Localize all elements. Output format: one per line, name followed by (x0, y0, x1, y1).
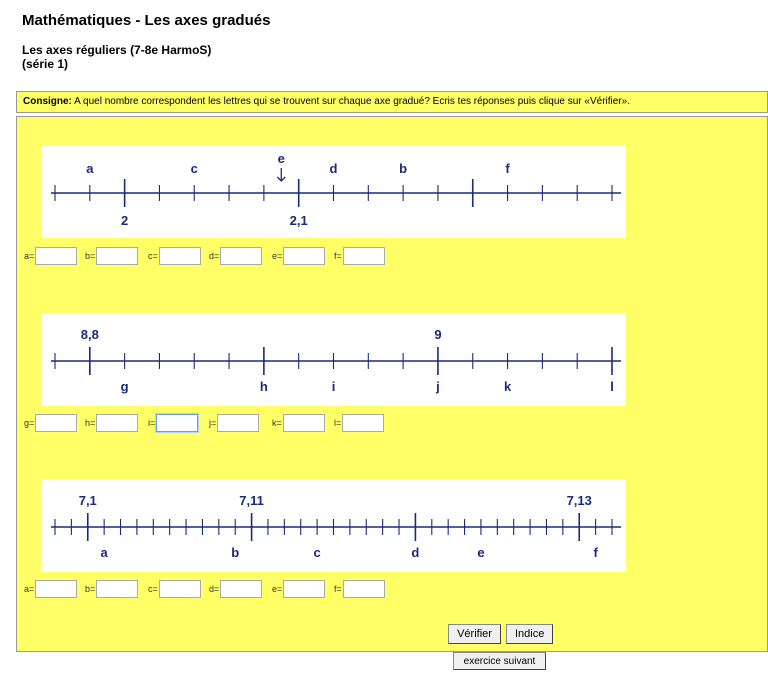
answer-field-group (334, 247, 385, 265)
answer-label: l= (334, 418, 342, 428)
axis-letter-label: g (120, 379, 129, 394)
answer-label: j= (209, 418, 217, 428)
axis-letter-label: h (259, 379, 268, 394)
axis-letter-label: b (399, 161, 408, 176)
axis-letter-label: e (477, 545, 485, 560)
axis-number-label: 2,1 (289, 213, 308, 228)
exercise-panel (16, 116, 768, 652)
answer-field-group (334, 580, 385, 598)
axis-letter-label: f (505, 161, 510, 176)
answer-label: h= (85, 418, 96, 428)
answer-label: f= (334, 251, 342, 261)
answer-field-group (209, 414, 259, 432)
axis-number-label: 7,11 (239, 493, 264, 508)
answer-input[interactable] (96, 414, 138, 432)
page-title: Mathématiques - Les axes gradués (22, 12, 271, 29)
answer-input[interactable] (96, 580, 138, 598)
answer-field-group (272, 247, 325, 265)
axis-letter-label: k (503, 379, 512, 394)
answer-input[interactable] (283, 414, 325, 432)
axis-letter-label: d (411, 545, 420, 560)
answer-input[interactable] (35, 580, 77, 598)
answer-label: e= (272, 584, 283, 594)
answer-input[interactable] (220, 247, 262, 265)
answer-field-group (148, 247, 201, 265)
axis-letter-label: a (86, 161, 94, 176)
answer-row-1 (17, 247, 767, 267)
answer-label: c= (148, 584, 158, 594)
answer-label: g= (24, 418, 35, 428)
down-arrow-icon (277, 168, 285, 181)
instruction-label: Consigne: (23, 96, 72, 107)
hint-button[interactable]: Indice (506, 624, 553, 644)
answer-field-group (334, 414, 384, 432)
answer-input[interactable] (342, 414, 384, 432)
axis-letter-label: j (436, 379, 440, 394)
answer-label: a= (24, 251, 35, 261)
axis-letter-label: c (190, 161, 198, 176)
answer-row-2 (17, 414, 767, 434)
answer-input[interactable] (283, 247, 325, 265)
number-line-svg (41, 145, 626, 238)
answer-label: i= (148, 418, 156, 428)
next-exercise-button[interactable]: exercice suivant (453, 652, 546, 670)
answer-input[interactable] (217, 414, 259, 432)
answer-field-group (85, 414, 138, 432)
axis-number-label: 8,8 (80, 327, 99, 342)
exercise-subtitle (22, 43, 211, 71)
axis-letter-label: c (313, 545, 321, 560)
axis-number-label: 7,1 (78, 493, 97, 508)
answer-input[interactable] (156, 414, 198, 432)
number-line-3 (41, 479, 626, 572)
answer-input[interactable] (343, 247, 385, 265)
answer-field-group (85, 580, 138, 598)
answer-label: c= (148, 251, 158, 261)
axis-letter-label: d (329, 161, 338, 176)
answer-field-group (24, 247, 77, 265)
answer-input[interactable] (159, 580, 201, 598)
answer-input[interactable] (35, 414, 77, 432)
number-line-2 (41, 313, 626, 406)
answer-input[interactable] (220, 580, 262, 598)
answer-input[interactable] (343, 580, 385, 598)
axis-number-label: 7,13 (566, 493, 592, 508)
answer-field-group (209, 580, 262, 598)
answer-field-group (209, 247, 262, 265)
answer-field-group (272, 580, 325, 598)
answer-input[interactable] (159, 247, 201, 265)
axis-number-label: 9 (434, 327, 442, 342)
answer-input[interactable] (35, 247, 77, 265)
instruction-bar (16, 91, 768, 113)
answer-field-group (148, 414, 198, 432)
axis-letter-label: f (593, 545, 598, 560)
answer-label: f= (334, 584, 342, 594)
answer-label: k= (272, 418, 282, 428)
axis-letter-label: e (277, 151, 285, 166)
instruction-text: A quel nombre correspondent les lettres qui se trouvent sur chaque axe gradué? Ecris tes réponses puis clique sur «Vérifier». (71, 96, 630, 107)
axis-letter-label: a (100, 545, 108, 560)
answer-field-group (85, 247, 138, 265)
answer-label: e= (272, 251, 283, 261)
answer-input[interactable] (283, 580, 325, 598)
answer-label: a= (24, 584, 35, 594)
number-line-1 (41, 145, 626, 238)
number-line-svg (41, 479, 626, 572)
axis-number-label: 2 (121, 213, 129, 228)
answer-input[interactable] (96, 247, 138, 265)
answer-field-group (148, 580, 201, 598)
axis-letter-label: i (331, 379, 336, 394)
answer-label: b= (85, 251, 96, 261)
answer-label: d= (209, 584, 220, 594)
subtitle-line-2: (série 1) (22, 57, 69, 71)
answer-field-group (272, 414, 325, 432)
answer-label: b= (85, 584, 96, 594)
number-line-svg (41, 313, 626, 406)
verify-button[interactable]: Vérifier (448, 624, 501, 644)
answer-label: d= (209, 251, 220, 261)
axis-letter-label: b (231, 545, 240, 560)
subtitle-line-1: Les axes réguliers (7-8e HarmoS) (22, 43, 212, 57)
axis-letter-label: l (610, 379, 614, 394)
answer-field-group (24, 414, 77, 432)
answer-field-group (24, 580, 77, 598)
answer-row-3 (17, 580, 767, 600)
